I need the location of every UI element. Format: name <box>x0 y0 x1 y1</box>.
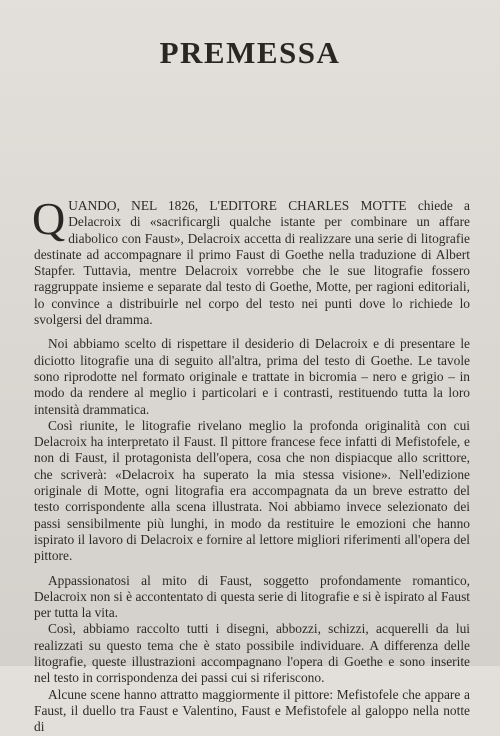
paragraph-6: Alcune scene hanno attratto maggiormente il pittore: Mefistofele che appare a Faust, il duello tra Faust e Valentino, Faust e Mefistofele al galoppo nella notte di <box>34 686 470 735</box>
body-text <box>32 193 470 736</box>
paragraph-1-text: chiede a Delacroix di «sacrificargli qualche istante per combinare un affare diabolico con Faust», Delacroix accetta di realizzare una serie di litografie destinate ad accompagnare il primo Faust di Goethe nella traduzione di Albert Stapfer. Tuttavia, mentre Delacroix vorrebbe che le sue litografie fossero raggruppate insieme e separate dal testo di Goethe, Motte, per ragioni editoriali, lo convince a distribuirle nel corpo del testo nei punti dove lo richiede lo svolgersi del dramma. <box>34 198 470 328</box>
drop-cap: Q <box>32 193 66 244</box>
paragraph-3: Così riunite, le litografie rivelano meglio la profonda originalità con cui Delacroix ha interpretato il Faust. Il pittore francese fece infatti di Mefistofele, e non di Faust, il protagonista dell'opera, cosa che non dispiacque allo scrittore, che scriverà: «Delacroix ha superato la mia stessa visione». Nell'edizione originale di Motte, ogni litografia era accompagnata da un breve estratto del testo corrispondente alla scena illustrata. Noi abbiamo invece selezionato dei passi sensibilmente più lunghi, in modo da restituire le emozioni che hanno ispirato il lavoro di Delacroix e fornire al lettore migliori riferimenti all'opera del pittore. <box>34 417 470 564</box>
paragraph-4: Appassionatosi al mito di Faust, soggetto profondamente romantico, Delacroix non si è accontentato di questa serie di litografie e si è ispirato al Faust per tutta la vita. <box>34 572 470 621</box>
page-title: PREMESSA <box>159 34 341 70</box>
paragraph-2: Noi abbiamo scelto di rispettare il desiderio di Delacroix e di presentare le diciotto litografie una di seguito all'altra, prima del testo di Goethe. Le tavole sono riprodotte nel formato originale e trattate in bicromia – nero e grigio – in modo da rendere al meglio i particolari e i contrasti, restituendo tutta la loro intensità drammatica. <box>34 336 470 417</box>
paragraph-5: Così, abbiamo raccolto tutti i disegni, abbozzi, schizzi, acquerelli da lui realizzati su questo tema che è stato possibile individuare. A differenza delle litografie, queste illustrazioni accompagnano l'opera di Goethe e sono inserite nel testo in corrispondenza dei passi cui si riferiscono. <box>34 621 470 686</box>
paragraph-1 <box>32 193 470 328</box>
paragraph-1-lead: UANDO, NEL 1826, L'EDITORE CHARLES MOTTE <box>68 198 407 213</box>
